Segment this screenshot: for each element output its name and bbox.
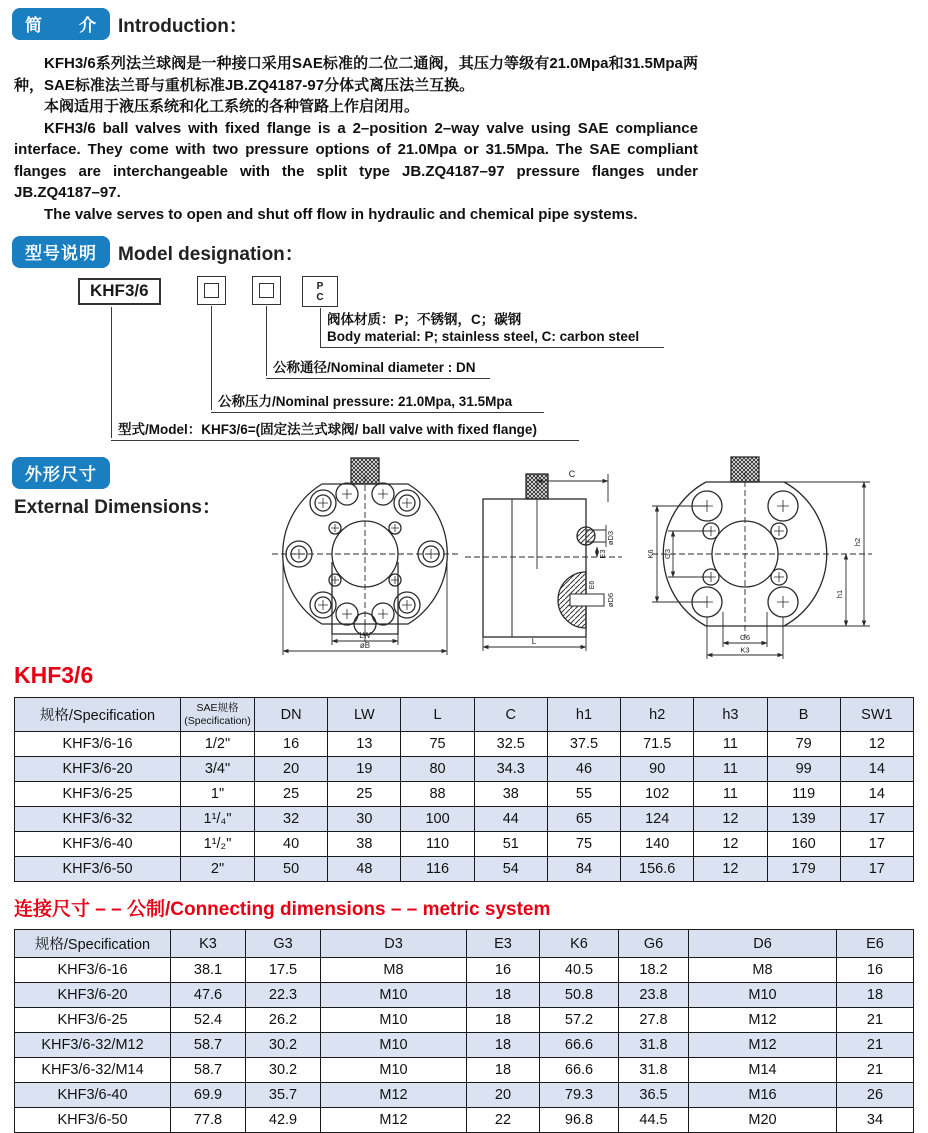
technical-drawings [0, 454, 928, 662]
table-cell: 90 [621, 757, 694, 782]
table-row [15, 983, 914, 1008]
table-cell: 31.8 [619, 1058, 689, 1083]
dim-label-h1: h1 [835, 589, 844, 599]
table-cell: 44.5 [619, 1108, 689, 1133]
table-cell: 11 [694, 757, 767, 782]
table-cell: 18 [467, 983, 540, 1008]
table-cell: 79.3 [540, 1083, 619, 1108]
dim-label-d3: øD3 [606, 530, 615, 546]
table-cell: 14 [840, 782, 913, 807]
intro-cn-paragraph-2: 本阀适用于液压系统和化工系统的各种管路上作启闭用。 [44, 98, 420, 115]
table-cell: 30 [328, 807, 401, 832]
table-cell: 34.3 [474, 757, 547, 782]
table-cell: 18 [467, 1058, 540, 1083]
front-view [272, 458, 458, 655]
table-cell: 16 [467, 958, 540, 983]
dim-label-l: L [531, 637, 537, 646]
side-view [465, 469, 622, 651]
table-cell: 160 [767, 832, 840, 857]
table-cell: 12 [840, 732, 913, 757]
table-cell: KHF3/6-50 [15, 1108, 171, 1133]
dim-label-g6: G6 [739, 633, 751, 642]
table-cell: KHF3/6-20 [15, 983, 171, 1008]
label-model-type: 型式/Model：KHF3/6=(固定法兰式球阀/ ball valve with fixed flange) [111, 418, 579, 441]
dimensions-title: External Dimensions： [14, 497, 221, 518]
model-material-box [302, 276, 338, 307]
intro-title: Introduction： [118, 15, 248, 37]
intro-cn-paragraph-1: KFH3/6系列法兰球阀是一种接口采用SAE标准的二位二通阀，其压力等级有21.0Mpa和31.5Mpa两种，SAE标准法兰哥与重机标准JB.ZQ4187-97分体式离压法兰互换。 [14, 55, 698, 94]
table-cell: 99 [767, 757, 840, 782]
column-header: 规格/Specification [15, 698, 181, 732]
column-header: C [474, 698, 547, 732]
table-cell: 21 [837, 1008, 914, 1033]
dim-label-c: C [568, 469, 576, 479]
table-row [15, 1008, 914, 1033]
table-cell: 119 [767, 782, 840, 807]
code-box-placeholder [204, 283, 219, 298]
table-cell: 140 [621, 832, 694, 857]
intro-badge: 简 介 [12, 8, 110, 40]
label-body-material-en: Body material: P; stainless steel, C: carbon steel [327, 328, 640, 344]
table-cell: M10 [321, 1058, 467, 1083]
table-cell: M12 [689, 1033, 837, 1058]
table-cell: 38 [328, 832, 401, 857]
table-cell: 124 [621, 807, 694, 832]
table-cell: 18 [837, 983, 914, 1008]
table-row [15, 782, 914, 807]
knurled-knob [731, 457, 759, 482]
table-cell: 34 [837, 1108, 914, 1133]
table-cell: M10 [689, 983, 837, 1008]
table-cell: 12 [694, 832, 767, 857]
table-cell: 75 [401, 732, 474, 757]
table-cell: 96.8 [540, 1108, 619, 1133]
table-cell: 69.9 [171, 1083, 246, 1108]
series-heading: KHF3/6 [14, 662, 94, 688]
column-header: LW [328, 698, 401, 732]
table-cell: 17 [840, 807, 913, 832]
model-code-box-2 [252, 276, 281, 305]
table-cell: 40.5 [540, 958, 619, 983]
table-cell: M8 [321, 958, 467, 983]
table-cell: 17 [840, 857, 913, 882]
model-section-header [12, 236, 928, 268]
model-title: Model designation： [118, 243, 304, 265]
model-root-box: KHF3/6 [78, 278, 161, 305]
table-cell: 80 [401, 757, 474, 782]
dim-label-b: øB [359, 641, 371, 650]
model-code-box-1 [197, 276, 226, 305]
table-cell: 54 [474, 857, 547, 882]
table-cell: 22.3 [246, 983, 321, 1008]
table-cell: 23.8 [619, 983, 689, 1008]
table-cell: 13 [328, 732, 401, 757]
table-cell: 17.5 [246, 958, 321, 983]
label-nominal-diameter: 公称通径/Nominal diameter : DN [266, 356, 490, 379]
column-header: K6 [540, 930, 619, 958]
table-cell: M12 [321, 1108, 467, 1133]
table-cell: 77.8 [171, 1108, 246, 1133]
dim-label-h2: h2 [853, 537, 862, 547]
table-cell: 30.2 [246, 1033, 321, 1058]
table-cell: 11 [694, 782, 767, 807]
table-cell: 36.5 [619, 1083, 689, 1108]
table-cell: 31.8 [619, 1033, 689, 1058]
intro-en-paragraph-1: KFH3/6 ball valves with fixed flange is a 2–position 2–way valve using SAE compliance interface. They come with two pressure options of 21.0Mpa or 31.5Mpa. The SAE compliant flanges are interchangeable with the split type JB.ZQ4187–97 pressure flanges under JB.ZQ4187–97. [14, 119, 698, 201]
table-cell: M16 [689, 1083, 837, 1108]
table-cell: 40 [255, 832, 328, 857]
column-header: D6 [689, 930, 837, 958]
table-row [15, 1058, 914, 1083]
table-cell: 18.2 [619, 958, 689, 983]
column-header: h2 [621, 698, 694, 732]
table-row [15, 958, 914, 983]
table-cell: 1/2" [181, 732, 255, 757]
table-cell: 20 [255, 757, 328, 782]
table-cell: 46 [547, 757, 620, 782]
table-cell: M12 [321, 1083, 467, 1108]
table-cell: 50.8 [540, 983, 619, 1008]
rear-view [646, 457, 872, 659]
table-cell: 88 [401, 782, 474, 807]
column-header: K3 [171, 930, 246, 958]
table-row [15, 857, 914, 882]
table-cell: 1¹/₄" [181, 807, 255, 832]
table-cell: 11 [694, 732, 767, 757]
table-cell: 25 [328, 782, 401, 807]
column-header: G6 [619, 930, 689, 958]
model-badge: 型号说明 [12, 236, 110, 268]
port-notch [570, 594, 604, 606]
table-cell: 50 [255, 857, 328, 882]
table-cell: KHF3/6-16 [15, 732, 181, 757]
table-cell: 66.6 [540, 1033, 619, 1058]
table-cell: KHF3/6-40 [15, 1083, 171, 1108]
table-cell: M14 [689, 1058, 837, 1083]
table-cell: 110 [401, 832, 474, 857]
table-cell: 38 [474, 782, 547, 807]
table-cell: 38.1 [171, 958, 246, 983]
dim-label-d6: øD6 [606, 592, 615, 608]
table-row [15, 832, 914, 857]
table-cell: 32.5 [474, 732, 547, 757]
table-cell: 44 [474, 807, 547, 832]
intro-section-header [12, 0, 928, 40]
connecting-dimensions-table [14, 929, 914, 1133]
table-cell: M12 [689, 1008, 837, 1033]
table-cell: KHF3/6-32 [15, 807, 181, 832]
table-cell: 156.6 [621, 857, 694, 882]
column-header: L [401, 698, 474, 732]
external-dimensions-section [0, 454, 928, 662]
dimensions-badge: 外形尺寸 [12, 457, 110, 489]
table-cell: 139 [767, 807, 840, 832]
table-cell: 1" [181, 782, 255, 807]
column-header: B [767, 698, 840, 732]
intro-en-paragraph-2: The valve serves to open and shut off flow in hydraulic and chemical pipe systems. [44, 205, 638, 223]
table-cell: 116 [401, 857, 474, 882]
table-row [15, 732, 914, 757]
specification-table [14, 697, 914, 882]
table-cell: 18 [467, 1033, 540, 1058]
table-cell: 14 [840, 757, 913, 782]
table-cell: 26.2 [246, 1008, 321, 1033]
table-cell: 71.5 [621, 732, 694, 757]
table-cell: 25 [255, 782, 328, 807]
table-cell: 58.7 [171, 1058, 246, 1083]
column-header: SAE规格 (Specification) [181, 698, 255, 732]
table-cell: 12 [694, 807, 767, 832]
dim-label-e6: E6 [589, 580, 596, 590]
column-header: 规格/Specification [15, 930, 171, 958]
table-cell: 21 [837, 1033, 914, 1058]
introduction-text [14, 53, 698, 225]
table-cell: KHF3/6-16 [15, 958, 171, 983]
table-cell: 26 [837, 1083, 914, 1108]
table-cell: 16 [837, 958, 914, 983]
table-cell: KHF3/6-20 [15, 757, 181, 782]
table-cell: 57.2 [540, 1008, 619, 1033]
table-cell: 30.2 [246, 1058, 321, 1083]
table-cell: M20 [689, 1108, 837, 1133]
material-option-p: P [316, 280, 324, 292]
header-row [15, 698, 914, 732]
table-cell: 16 [255, 732, 328, 757]
dim-label-g3: G3 [663, 548, 672, 560]
table-cell: KHF3/6-25 [15, 1008, 171, 1033]
table-cell: 18 [467, 1008, 540, 1033]
column-header: D3 [321, 930, 467, 958]
column-header: E3 [467, 930, 540, 958]
header-row [15, 930, 914, 958]
table-cell: KHF3/6-32/M12 [15, 1033, 171, 1058]
table-cell: 20 [467, 1083, 540, 1108]
material-option-c: C [316, 291, 324, 303]
table-cell: 75 [547, 832, 620, 857]
column-header: DN [255, 698, 328, 732]
table-cell: 17 [840, 832, 913, 857]
table-cell: 102 [621, 782, 694, 807]
table-cell: 47.6 [171, 983, 246, 1008]
table-cell: 27.8 [619, 1008, 689, 1033]
table-cell: M10 [321, 983, 467, 1008]
table-cell: 52.4 [171, 1008, 246, 1033]
table-cell: 2" [181, 857, 255, 882]
table-cell: KHF3/6-32/M14 [15, 1058, 171, 1083]
dim-label-k3: K3 [740, 645, 750, 655]
table-cell: 12 [694, 857, 767, 882]
table-cell: 35.7 [246, 1083, 321, 1108]
table-cell: 19 [328, 757, 401, 782]
column-header: h1 [547, 698, 620, 732]
table-cell: 66.6 [540, 1058, 619, 1083]
column-header: h3 [694, 698, 767, 732]
dim-label-e3: E3 [598, 549, 607, 559]
table-cell: 32 [255, 807, 328, 832]
table-cell: 55 [547, 782, 620, 807]
label-body-material [320, 312, 664, 348]
column-header: G3 [246, 930, 321, 958]
label-nominal-pressure: 公称压力/Nominal pressure: 21.0Mpa, 31.5Mpa [211, 390, 544, 413]
table-row [15, 1108, 914, 1133]
table-cell: 100 [401, 807, 474, 832]
table-cell: 79 [767, 732, 840, 757]
model-designation-diagram [0, 276, 928, 448]
table-cell: KHF3/6-25 [15, 782, 181, 807]
table-cell: M10 [321, 1033, 467, 1058]
table-cell: 84 [547, 857, 620, 882]
table-cell: 48 [328, 857, 401, 882]
table-cell: 51 [474, 832, 547, 857]
table-row [15, 807, 914, 832]
table-cell: 3/4" [181, 757, 255, 782]
table-row [15, 1083, 914, 1108]
table-cell: M10 [321, 1008, 467, 1033]
table-cell: KHF3/6-40 [15, 832, 181, 857]
table-cell: 65 [547, 807, 620, 832]
dim-label-lw: LW [359, 631, 371, 640]
code-box-placeholder [259, 283, 274, 298]
table-cell: 42.9 [246, 1108, 321, 1133]
table-cell: 1¹/₂" [181, 832, 255, 857]
table-cell: KHF3/6-50 [15, 857, 181, 882]
dim-label-k6: K6 [646, 549, 655, 559]
table-cell: 22 [467, 1108, 540, 1133]
table-cell: 179 [767, 857, 840, 882]
table-row [15, 1033, 914, 1058]
table-cell: 21 [837, 1058, 914, 1083]
column-header: SW1 [840, 698, 913, 732]
table-row [15, 757, 914, 782]
table-cell: M8 [689, 958, 837, 983]
table-cell: 58.7 [171, 1033, 246, 1058]
label-body-material-cn: 阀体材质：P；不锈钢，C；碳钢 [327, 312, 522, 327]
connecting-dimensions-heading: 连接尺寸 – – 公制/Connecting dimensions – – metric system [14, 899, 551, 920]
column-header: E6 [837, 930, 914, 958]
table-cell: 37.5 [547, 732, 620, 757]
